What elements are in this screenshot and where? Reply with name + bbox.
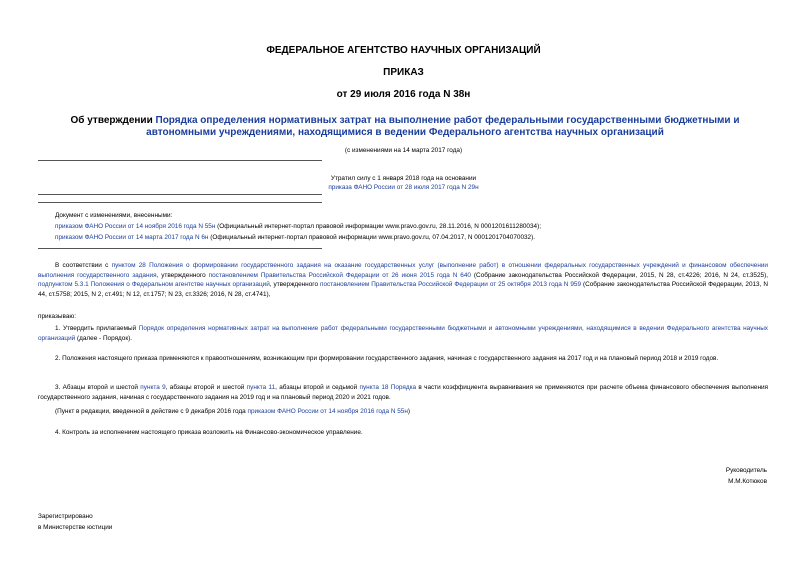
paragraph-2: 2. Положения настоящего приказа применяются к правоотношениям, возникающим при формировании государственного задания, начиная с государственного задания на 2017 год и на плановый период 2018 и 2019 годов. [55,355,719,362]
doc-type: ПРИКАЗ [383,67,424,78]
changes-item-1-text: (Официальный интернет-портал правовой информации www.pravo.gov.ru, 28.11.2016, N 0001201611280034); [215,223,541,230]
paragraph-3 [38,383,768,402]
changes-label: Документ с изменениями, внесенными: [55,212,173,219]
changes-item-2 [55,233,775,243]
paragraph-1-text: (далее - Порядок). [75,334,133,342]
paragraph-3-text: , абзацы второй и шестой [165,384,247,391]
agency-name: ФЕДЕРАЛЬНОЕ АГЕНТСТВО НАУЧНЫХ ОРГАНИЗАЦИЙ [266,45,541,56]
signature-name: М.М.Котюков [728,478,767,485]
paragraph-3-note [55,407,410,417]
expiry-link[interactable]: приказа ФАНО России от 28 июля 2017 года N 29н [328,184,479,191]
expiry-line: Утратил силу с 1 января 2018 года на основании [330,175,477,182]
signature-role: Руководитель [725,467,767,474]
note-link[interactable]: приказом ФАНО России от 14 ноября 2016 года N 55н [247,408,408,415]
doc-date-number: от 29 июля 2016 года N 38н [336,89,471,100]
paragraph-1 [38,324,768,343]
title-link[interactable]: Порядка определения нормативных затрат на выполнение работ федеральными государственными бюджетными и автономными учреждениями, находящимися в ведении Федерального агентства научных организаций [146,115,740,138]
divider [38,248,322,249]
note-text: ) [407,408,411,415]
amendments-note: (с изменениями на 14 марта 2017 года) [344,147,463,154]
preamble-text: (Собрание законодательства Российской Федерации, 2015, N 28, ст.4226; 2016, N 24, ст.3525), [470,271,768,279]
preamble-link-4[interactable]: постановлением Правительства Российской Федерации от 25 октября 2013 года N 959 [320,281,582,288]
document-title [60,115,750,139]
paragraph-3-link-1[interactable]: пункта 9 [140,384,166,391]
divider [38,160,322,161]
paragraph-3-text: 3. Абзацы второй и шестой [55,384,141,391]
changes-item-1-link[interactable]: приказом ФАНО России от 14 ноября 2016 года N 55н [55,223,216,230]
paragraph-1-link[interactable]: Порядок определения нормативных затрат на выполнение работ федеральными государственными бюджетными и автономными учреждениями, находящимися в ведении Федерального агентства научных организаций [38,325,768,342]
paragraph-3-text: , абзацы второй и седьмой [275,384,360,391]
paragraph-3-link-3[interactable]: пункта 18 Порядка [359,384,417,391]
preamble-link-2[interactable]: постановлением Правительства Российской Федерации от 26 июня 2015 года N 640 [208,271,471,279]
paragraph-1-text: 1. Утвердить прилагаемый [55,325,139,332]
divider [38,194,322,195]
changes-item-2-text: (Официальный интернет-портал правовой информации www.pravo.gov.ru, 07.04.2017, N 0001201704070032). [208,234,536,241]
note-text: (Пункт в редакции, введенной в действие с 9 декабря 2016 года [55,408,248,415]
paragraph-3-text: в части коэффициента выравнивания не применяются при расчете объема финансового обеспечения выполнения государственного задания, начиная с государственного задания на 2019 год и на плановый период 2020 и 2021 годов. [38,384,769,401]
preamble-text: , утвержденного [156,271,209,279]
preamble-text: (Собрание законодательства Российской Федерации, 2013, N 44, ст.5758; 2015, N 2, ст.491; N 12, ст.1757; N 23, ст.3326; 2016, N 28, ст.4741), [38,281,768,298]
divider [38,202,322,203]
paragraph-3-link-2[interactable]: пункта 11 [246,384,276,391]
preamble-paragraph [38,261,768,299]
title-prefix: Об утверждении [70,115,156,126]
registration-line-1: Зарегистрировано [38,513,93,520]
changes-item-1 [55,222,775,232]
preamble-text: , утвержденного [269,281,320,288]
paragraph-4: 4. Контроль за исполнением настоящего приказа возложить на Финансово-экономическое управление. [55,429,363,436]
changes-item-2-link[interactable]: приказом ФАНО России от 14 марта 2017 года N 6н [55,234,209,241]
registration-line-2: в Министерстве юстиции [38,524,113,531]
preamble-link-1[interactable]: пунктом 28 Положения о формировании государственного задания на оказание государственных услуг (выполнение работ) в отношении федеральных государственных учреждений и финансовом обеспечении выполнения государственного задания [38,262,768,279]
preamble-text: В соответствии с [55,262,112,269]
order-word: приказываю: [38,313,76,320]
preamble-link-3[interactable]: подпунктом 5.3.1 Положения о Федеральном агентстве научных организаций [38,281,270,288]
